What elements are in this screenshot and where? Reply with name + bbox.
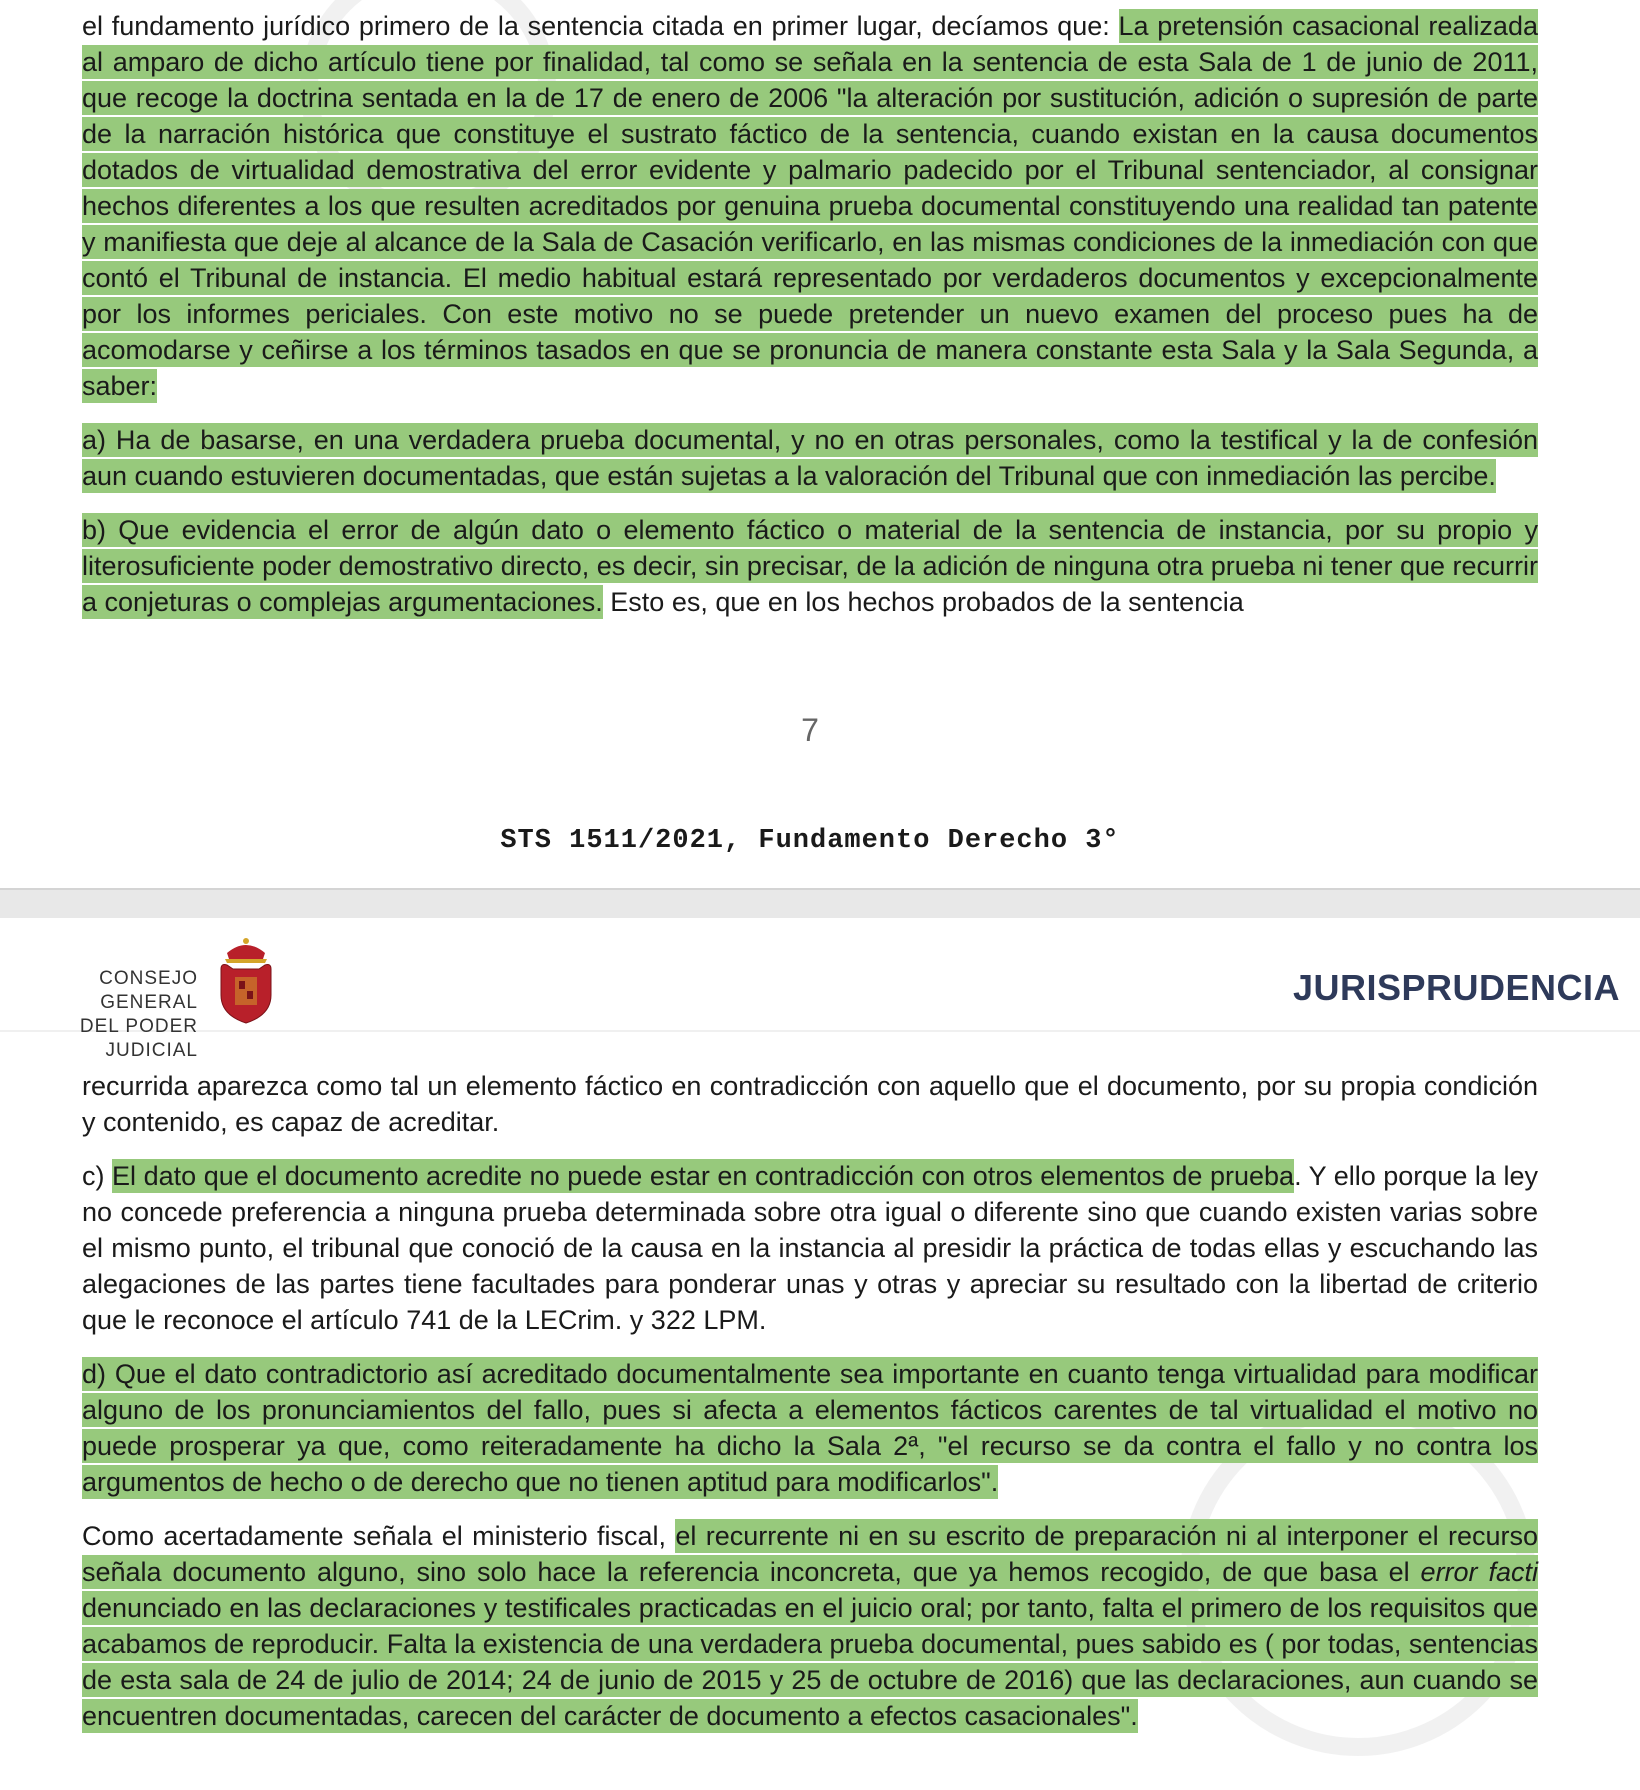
- bottom-page-text: [82, 1068, 1538, 1752]
- page-separator: [0, 888, 1640, 920]
- organization-name: [0, 967, 198, 1063]
- highlight-conclusion-1: el recurrente ni en su escrito de preparación ni al interponer el recurso señala documento alguno, sino solo hace la referencia inconcreta, que ya hemos recogido, de que basa el: [82, 1521, 1538, 1587]
- intro-text: el fundamento jurídico primero de la sentencia citada en primer lugar, decíamos que:: [82, 11, 1119, 41]
- highlight-a: a) Ha de basarse, en una verdadera prueba documental, y no en otras personales, como la testifical y la de confesión aun cuando estuvieren documentadas, que están sujetas a la valoración del Tribunal que con inmediación las percibe.: [82, 425, 1538, 491]
- source-citation: STS 1511/2021, Fundamento Derecho 3°: [500, 826, 1120, 856]
- paragraph-intro: [82, 8, 1538, 404]
- paragraph-a: [82, 422, 1538, 494]
- highlight-intro: La pretensión casacional realizada al amparo de dicho artículo tiene por finalidad, tal como se señala en la sentencia de esta Sala de 1 de junio de 2011, que recoge la doctrina sentada en la de 17 de enero de 2006 "la alteración por sustitución, adición o supresión de parte de la narración histórica que constituye el sustrato fáctico de la sentencia, cuando existan en la causa documentos dotados de virtualidad demostrativa del error evidente y palmario padecido por el Tribunal sentenciador, al consignar hechos diferentes a los que resulten acreditados por genuina prueba documental constituyendo una realidad tan patente y manifiesta que deje al alcance de la Sala de Casación verificarlo, en las mismas condiciones de la inmediación con que contó el Tribunal de instancia. El medio habitual estará representado por verdaderos documentos y excepcionalmente por los informes periciales. Con este motivo no se puede pretender un nuevo examen del proceso pues ha de acomodarse y ceñirse a los términos tasados en que se pronuncia de manera constante esta Sala y la Sala Segunda, a saber:: [82, 11, 1538, 401]
- paragraph-c: [82, 1158, 1538, 1338]
- paragraph-d: [82, 1356, 1538, 1500]
- paragraph-conclusion: [82, 1518, 1538, 1734]
- conclusion-intro: Como acertadamente señala el ministerio fiscal,: [82, 1521, 676, 1551]
- org-line-1: CONSEJO GENERAL: [99, 968, 198, 1013]
- paragraph-b: [82, 512, 1538, 620]
- page-number: 7: [801, 712, 819, 748]
- highlight-d: d) Que el dato contradictorio así acreditado documentalmente sea importante en cuanto tenga virtualidad para modificar alguno de los pronunciamientos del fallo, pues si afecta a elementos fácticos carentes de tal virtualidad el motivo no puede prosperar ya que, como reiteradamente ha dicho la Sala 2ª, "el recurso se da contra el fallo y no contra los argumentos de hecho o de derecho que no tienen aptitud para modificarlos".: [82, 1359, 1538, 1497]
- c-prefix: c): [82, 1161, 113, 1191]
- highlight-conclusion-2: denunciado en las declaraciones y testificales practicadas en el juicio oral; por tanto, falta el primero de los requisitos que acabamos de reproducir. Falta la existencia de una verdadera prueba documental, pues sabido es ( por todas, sentencias de esta sala de 24 de julio de 2014; 24 de junio de 2015 y 25 de octubre de 2016) que las declaraciones, aun cuando se encuentren documentadas, carecen del carácter de documento a efectos casacionales".: [82, 1593, 1538, 1731]
- top-page-text: [82, 0, 1538, 638]
- highlight-b: b) Que evidencia el error de algún dato o elemento fáctico o material de la sentencia de instancia, por su propio y literosuficiente poder demostrativo directo, es decir, sin precisar, de la adición de ninguna otra prueba ni tener que recurrir a conjeturas o complejas argumentaciones.: [82, 515, 1538, 617]
- italic-term: error facti: [1420, 1557, 1538, 1587]
- b-continuation: Esto es, que en los hechos probados de la sentencia: [602, 587, 1244, 617]
- highlight-italic: [1421, 1555, 1538, 1589]
- c-text: . Y ello porque la ley no concede preferencia a ninguna prueba determinada sobre otra igual o diferente sino que cuando existen varias sobre el mismo punto, el tribunal que conoció de la causa en la instancia al presidir la práctica de todas ellas y escuchando las alegaciones de las partes tiene facultades para ponderar unas y otras y apreciar su resultado con la libertad de criterio que le reconoce el artículo 741 de la LECrim. y 322 LPM.: [82, 1161, 1538, 1335]
- paragraph-continuation: recurrida aparezca como tal un elemento fáctico en contradicción con aquello que el documento, por su propia condición y contenido, es capaz de acreditar.: [82, 1071, 1538, 1137]
- section-title: JURISPRUDENCIA: [1292, 967, 1620, 1008]
- org-line-2: DEL PODER JUDICIAL: [79, 1016, 198, 1061]
- coat-of-arms-icon: [213, 935, 279, 1025]
- highlight-c: El dato que el documento acredite no puede estar en contradicción con otros elementos de prueba: [112, 1161, 1295, 1191]
- page-header: [0, 935, 1640, 1061]
